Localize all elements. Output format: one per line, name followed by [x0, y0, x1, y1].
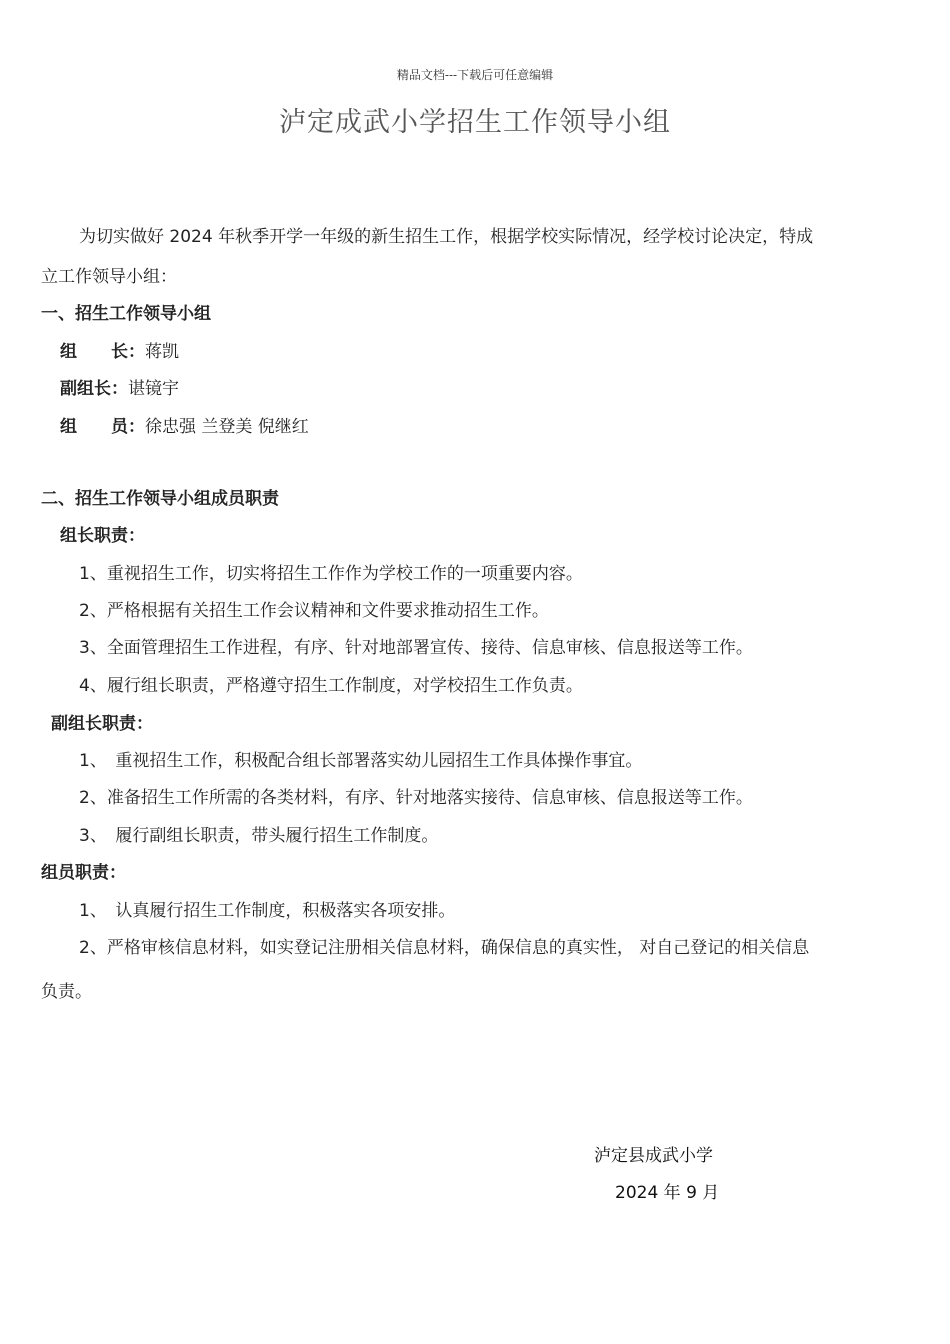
leader-row — [60, 341, 179, 363]
deputy-value: 谌镜宇 — [128, 379, 179, 399]
intro-paragraph-line2: 立工作领导小组： — [41, 267, 177, 287]
member-duty-item: 1、 认真履行招生工作制度，积极落实各项安排。 — [79, 901, 456, 921]
leader-duties-label: 组长职责： — [60, 526, 145, 546]
deputy-duty-item: 1、 重视招生工作，积极配合组长部署落实幼儿园招生工作具体操作事宜。 — [79, 751, 643, 771]
leader-duty-item: 2、严格根据有关招生工作会议精神和文件要求推动招生工作。 — [79, 601, 549, 621]
document-title: 泸定成武小学招生工作领导小组 — [279, 107, 671, 138]
deputy-duty-item: 2、准备招生工作所需的各类材料，有序、针对地落实接待、信息审核、信息报送等工作。 — [79, 788, 753, 808]
deputy-label: 副组长： — [60, 379, 128, 399]
leader-duty-item: 3、全面管理招生工作进程，有序、针对地部署宣传、接待、信息审核、信息报送等工作。 — [79, 638, 753, 658]
deputy-duties-label: 副组长职责： — [51, 714, 153, 734]
leader-label: 组 长： — [60, 342, 145, 362]
leader-value: 蒋凯 — [145, 342, 179, 362]
member-duties-label: 组员职责： — [41, 863, 126, 883]
member-duty-continuation: 负责。 — [41, 982, 92, 1002]
signature-date: 2024 年 9 月 — [615, 1183, 720, 1203]
section2-heading: 二、招生工作领导小组成员职责 — [41, 489, 279, 509]
header-note: 精品文档---下载后可任意编辑 — [396, 68, 554, 82]
intro-paragraph-line1: 为切实做好 2024 年秋季开学一年级的新生招生工作，根据学校实际情况，经学校讨论决定，特成 — [79, 227, 814, 247]
section1-heading: 一、招生工作领导小组 — [41, 304, 211, 324]
leader-duty-item: 1、重视招生工作，切实将招生工作作为学校工作的一项重要内容。 — [79, 564, 583, 584]
deputy-duty-item: 3、 履行副组长职责，带头履行招生工作制度。 — [79, 826, 439, 846]
members-value: 徐忠强 兰登美 倪继红 — [145, 417, 309, 437]
member-duty-item: 2、严格审核信息材料，如实登记注册相关信息材料，确保信息的真实性， 对自己登记的相关信息 — [79, 938, 810, 958]
leader-duty-item: 4、履行组长职责，严格遵守招生工作制度，对学校招生工作负责。 — [79, 676, 583, 696]
members-label: 组 员： — [60, 417, 145, 437]
signature-school: 泸定县成武小学 — [594, 1146, 713, 1166]
members-row — [60, 416, 309, 438]
deputy-row — [60, 378, 179, 400]
